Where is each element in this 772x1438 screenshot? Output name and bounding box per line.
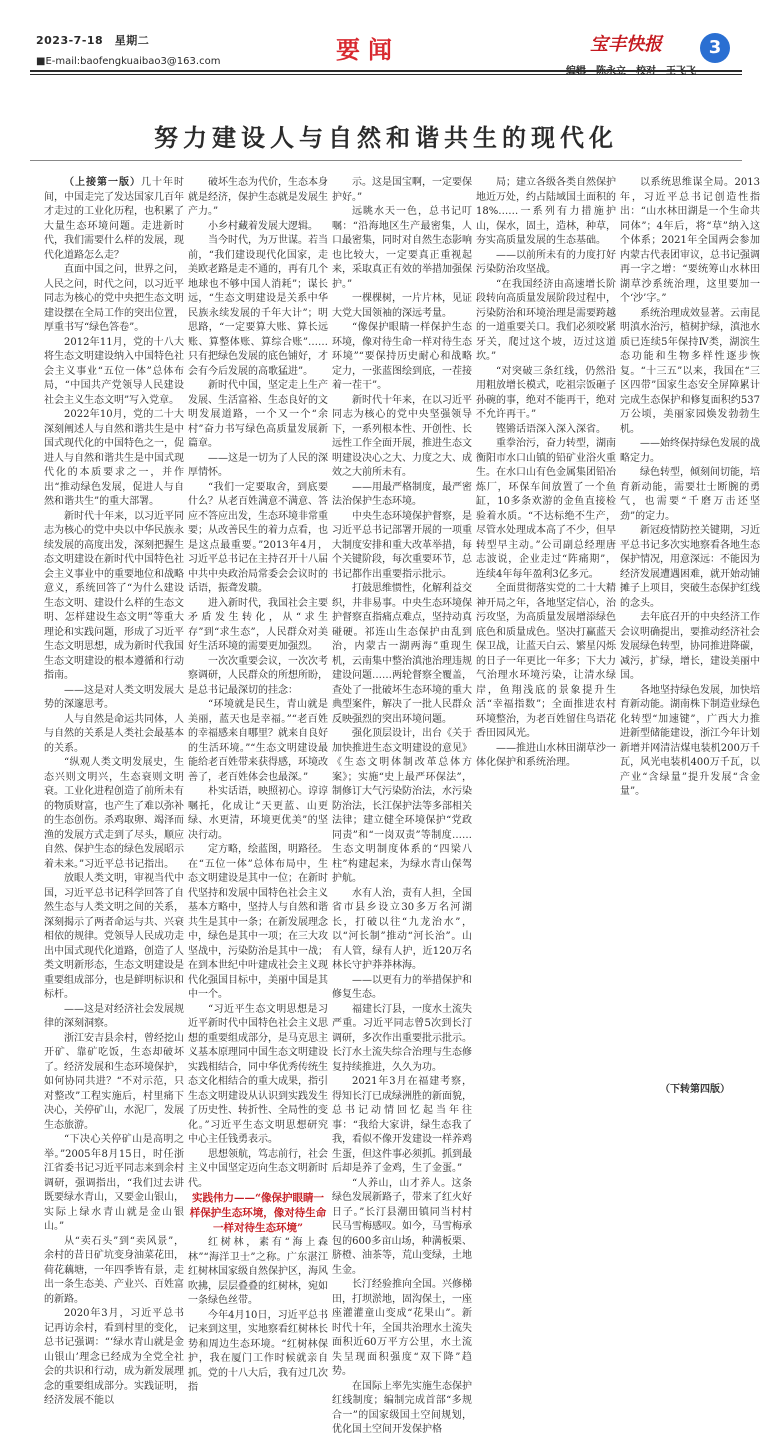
paragraph: “纵观人类文明发展史，生态兴则文明兴，生态衰则文明衰。工业化进程创造了前所未有的物质财富，也产生了难以弥补的生态创伤。杀鸡取卵、竭泽而渔的发展方式走到了尽头，顺应自然、保护生态的绿色发展昭示着未来。”习近平总书记指出。: [44, 757, 184, 870]
paragraph: 新时代十年来，在以习近平同志为核心的党中央坚强领导下，一系列根本性、开创性、长远性工作全面开展，推进生态文明建设决心之大、力度之大、成效之大前所未有。: [332, 394, 472, 478]
paragraph: 定方略，绘蓝图，明路径。在“五位一体”总体布局中，生态文明建设是其中一位；在新时代坚持和发展中国特色社会主义基本方略中，坚持人与自然和谐共生是其中一条；在新发展理念中，绿色是其中一项；在三大攻坚战中，污染防治是其中一战；在到本世纪中叶建成社会主义现代化强国目标中，美丽中国是其中一个。: [188, 844, 328, 1000]
paragraph: 破坏生态为代价，生态本身就是经济，保护生态就是发展生产力。”: [188, 177, 328, 217]
paragraph: 远眺水天一色，总书记叮嘱：“沿海地区生产最密集，人口最密集，同时对自然生态影响也比较大，一定要真正重视起来，采取真正有效的举措加强保护。”: [332, 206, 472, 290]
section-title: 要闻: [336, 36, 400, 64]
continued-note: （下转第四版）: [660, 1084, 730, 1095]
paragraph: 今年4月10日，习近平总书记来到这里，实地察看红树林长势和周边生态环境。“红树林保护，我在厦门工作时候就亲自抓。党的十八大后，我有过几次指: [188, 1309, 328, 1393]
paragraph: ——始终保持绿色发展的战略定力。: [620, 438, 760, 464]
header-rule-thin: [30, 74, 742, 75]
paragraph: “下决心关停矿山是高明之举。”2005年8月15日，时任浙江省委书记习近平同志来到余村调研，强调指出，“我们过去讲既要绿水青山，又要金山银山，实际上绿水青山就是金山银山。”: [44, 1134, 184, 1232]
paragraph: 小乡村藏着发展大逻辑。: [208, 220, 318, 232]
article-column-4: [476, 176, 616, 1076]
paragraph: ——以更有力的举措保护和修复生态。: [332, 974, 472, 1000]
paragraph: 一次次重要会议，一次次考察调研，人民群众的所想所盼，是总书记最深切的挂念：: [188, 655, 328, 696]
paragraph: 重拳治污，奋力转型，湖南衡阳市水口山镇的铅矿业浴火重生。在水口山有色金属集团铅冶炼厂，环保车间放置了一个鱼缸，10多条欢游的金鱼直接检验着水质。“不达标绝不生产，尽管水处理成本高了不少，但早转型早主动。”公司副总经理唐志波说，企业走过“阵痛期”，连续4年每年盈利3亿多元。: [476, 438, 616, 580]
article-column-1: [44, 176, 184, 1406]
paragraph: “像保护眼睛一样保护生态环境，像对待生命一样对待生态环境”“要保持历史耐心和战略定力，一张蓝图绘到底，一茬接着一茬干”。: [332, 322, 472, 391]
paragraph: “我们一定要取舍，到底要什么？从老百姓满意不满意、答应不答应出发，生态环境非常重要；从改善民生的着力点看，也是这点最重要。”2013年4月，习近平总书记在主持召开十八届中共中央政治局常委会会议时的话语，振聋发聩。: [188, 481, 328, 594]
paragraph: 2022年10月，党的二十大深刻阐述人与自然和谐共生是中国式现代化的中国特色之一，促进人与自然和谐共生是中国式现代化的本质要求之一，并作出“推动绿色发展，促进人与自然和谐共生”的重大部署。: [44, 409, 184, 507]
paragraph: 新时代十年来，以习近平同志为核心的党中央以中华民族永续发展的高度出发，深刻把握生态文明建设在新时代中国特色社会主义事业中的重要地位和战略意义，系统回答了“为什么建设生态文明、建设什么样的生态文明、怎样建设生态文明”等重大理论和实践问题，形成了习近平生态文明思想，成为新时代我国生态文明建设的根本遵循和行动指南。: [44, 510, 184, 681]
paragraph: 思想领航，笃志前行，社会主义中国坚定迈向生态文明新时代。: [188, 1148, 328, 1189]
paragraph: 中央生态环境保护督察，是习近平总书记部署开展的一项重大制度安排和重大改革举措，每个关键阶段，每次重要环节，总书记都作出重要指示批示。: [332, 510, 472, 580]
paragraph: 一棵棵树，一片片林，见证大党大国领袖的深远考量。: [332, 293, 472, 319]
paragraph: 放眼人类文明，审视当代中国，习近平总书记科学回答了自然生态与人类文明之间的关系，深刻揭示了两者命运与共、兴衰相依的规律。党领导人民成功走出中国式现代化道路，创造了人类文明新形态，生态文明建设是重要组成部分，也是鲜明标识和标杆。: [44, 873, 184, 1000]
paragraph: 福建长汀县，一度水土流失严重。习近平同志曾5次到长汀调研，多次作出重要批示批示。长汀水土流失综合治理与生态修复持续推进，久久为功。: [332, 1003, 472, 1073]
paragraph: 绿色转型，倾刻间切能，培育新动能，需要壮士断腕的勇气，也需要“千磨万击还坚劲”的定力。: [620, 467, 760, 522]
paragraph: [44, 176, 184, 263]
paragraph-text: 几十年时间，中国走完了发达国家几百年才走过的工业化历程，也积累了大量生态环境问题。走进新时代，我们需要什么样的发展，现代化道路怎么走？: [44, 177, 184, 261]
paragraph: 在国际上率先实施生态保护红线制度；编制完成首部“多规合一”的国家级国土空间规划，优化国土空间开发保护格: [332, 1380, 472, 1435]
paragraph: ——用最严格制度，最严密法治保护生态环境。: [332, 481, 472, 507]
paragraph: 2021年3月在福建考察，得知长汀已成绿洲胜的新面貌，总书记动情回忆起当年往事：“我给大家讲，绿生态我了我，看似不像开发建设一样养鸡生蛋，但这件事必须抓。抓到最后却是养了金鸡，生了金蛋。”: [332, 1076, 472, 1174]
paragraph: 去年底召开的中央经济工作会议明确提出，要推动经济社会发展绿色转型，协同推进降碳，减污，扩绿，增长，建设美丽中国。: [620, 612, 760, 681]
paragraph: 新时代中国，坚定走上生产发展、生活富裕、生态良好的文明发展道路，一个又一个“余村”奋力书写绿色高质量发展新篇章。: [188, 380, 328, 449]
paragraph: “人养山，山才养人。这条绿色发展新路子，带来了红火好日子。”长汀县潮田镇同当村村民马雪梅感叹。如今，马雪梅承包的600多亩山场，种满板栗、脐橙、油茶等，荒山变绿，土地生金。: [332, 1177, 472, 1276]
paragraph: 以系统思维谋全局。2013年，习近平总书记创造性指出：“山水林田湖是一个生命共同体”；4年后，将“草”纳入这个体系；2021年全国两会参加内蒙古代表团审议，总书记强调再一字之增：“要统筹山水林田湖草沙系统治理，这里要加一个‘沙’字。”: [620, 177, 760, 304]
paragraph: 人与自然是命运共同体，人与自然的关系是人类社会最基本的关系。: [44, 713, 184, 754]
headline-rule: [30, 160, 742, 161]
paragraph: 当今时代，为万世谋。若当前，“我们建设现代化国家，走美欧老路是走不通的，再有几个地球也不够中国人消耗”；谋长远，“生态文明建设是关系中华民族永续发展的千年大计”；明思路，“一定要算大账、算长远账、算整体账、算综合账”……只有把绿色发展的底色铺好，才会有今后发展的高歌猛进”。: [188, 235, 328, 377]
paragraph: 新冠疫情防控关键期，习近平总书记多次实地察看各地生态保护情况，用意深远：不能因为经济发展遭遇困难，就开始动铺摊子上项目，突破生态保护红线的念头。: [620, 525, 760, 609]
paragraph: ——这是一切为了人民的深厚情怀。: [188, 452, 328, 478]
paragraph: ——以前所未有的力度打好污染防治攻坚战。: [476, 249, 616, 275]
paragraph: “环境就是民生，青山就是美丽，蓝天也是幸福。”“老百姓的幸福感来自哪里？就来自良好的生活环境。”“生态文明建设最能给老百姓带来获得感，环境改善了，老百姓体会也最深。”: [188, 699, 328, 783]
paragraph: ——这是对人类文明发展大势的深邃思考。: [44, 684, 184, 710]
paragraph: 系统治理成效显著。云南昆明滇水治污，植树护绿，滇池水质已连续5年保持Ⅳ类，湖滨生态功能和生物多样性逐步恢复。“十三五”以来，我国在“三区四带”国家生态安全屏障累计完成生态保护和修复面积约537万公顷，美丽家园焕发勃勃生机。: [620, 307, 760, 435]
paragraph: 红树林，素有“海上森林”“海洋卫士”之称。广东湛江红树林国家级自然保护区，海风吹拂，层层叠叠的红树林，宛如一条绿色丝带。: [188, 1237, 328, 1306]
paragraph: 2020年3月，习近平总书记再访余村，看到村里的变化，总书记强调：“‘绿水青山就是金山银山’理念已经成为全党全社会的共识和行动，成为新发展理念的重要组成部分。实践证明，经济发展不能以: [44, 1308, 184, 1406]
page-number-badge: 3: [700, 33, 730, 63]
paragraph: 浙江安吉县余村，曾经挖山开矿、靠矿吃饭，生态却破坏了。经济发展和生态环境保护，如何协同共进？“不对示范，只对整改”工程实施后，村里痛下决心，关停矿山，水泥厂，发展生态旅游。: [44, 1032, 184, 1131]
page-header: [0, 0, 772, 70]
paragraph: 长汀经验推向全国。兴修梯田，打坝淤地，固沟保土，一座座灌灌童山变成“花果山”。新时代十年，全国共治理水土流失面积近60万平方公里，水土流失呈现面积强度“双下降”趋势。: [332, 1279, 472, 1377]
paragraph: 示。这是国宝啊，一定要保护好。”: [332, 177, 472, 203]
contact-email: ■E-mail:baofengkuaibao3@163.com: [36, 56, 221, 67]
article-column-3: [332, 176, 472, 1435]
paragraph: 水有人治，责有人担，全国省市县乡设立30多万名河湖长，打破以往“九龙治水”，以“河长制”推动“河长治”。山有人管，绿有人护，近120万名林长守护莽莽林海。: [332, 887, 472, 971]
header-rule: [30, 70, 742, 72]
issue-date: 2023-7-18 星期二: [36, 34, 150, 47]
paragraph: 2012年11月，党的十八大将生态文明建设纳入中国特色社会主义事业“五位一体”总体布局，“中国共产党领导人民建设社会主义生态文明”写入党章。: [44, 336, 184, 406]
article-column-5: [620, 176, 760, 1081]
paragraph: 从“卖石头”到“卖风景”，余村的昔日矿坑变身油菜花田，荷花藕塘，一年四季皆有景，走出一条生态美、产业兴、百姓富的新路。: [44, 1235, 184, 1305]
lead-tag: （上接第一版）: [64, 177, 141, 188]
paragraph: 各地坚持绿色发展，加快培育新动能。湖南株下制造业绿色化转型“加速键”，广西大力推进新型储能建设，浙江今年计划新增并网清洁煤电装机200万千瓦，风光电装机400万千瓦，以产业“含绿量”提升发展“含金量”。: [620, 684, 760, 797]
article-subhead: 实践伟力——“像保护眼睛一样保护生态环境，像对待生命一样对待生态环境”: [189, 1192, 327, 1234]
paragraph: “习近平生态文明思想是习近平新时代中国特色社会主义思想的重要组成部分，是马克思主义基本原理同中国生态文明建设实践相结合，同中华优秀传统生态文化相结合的重大成果，指引生态文明建设从认识到实践发生了历史性、转折性、全局性的变化。”习近平生态文明思想研究中心主任钱勇表示。: [188, 1003, 328, 1145]
paragraph: ——这是对经济社会发展规律的深刻洞察。: [44, 1003, 184, 1029]
paper-logo: 宝丰快报: [590, 34, 662, 55]
paragraph: 强化顶层设计，出台《关于加快推进生态文明建设的意见》《生态文明体制改革总体方案》；实施“史上最严环保法”，制修订大气污染防治法，水污染防治法，长江保护法等多部相关法律；建立健全环境保护“党政同责”和“一岗双责”等制度……生态文明制度体系的“四梁八柱”构建起来，为绿水青山保驾护航。: [332, 728, 472, 884]
paragraph: “在我国经济由高速增长阶段转向高质量发展阶段过程中，污染防治和环境治理是需要跨越的一道重要关口。我们必须咬紧牙关，爬过这个坡，迈过这道坎。”: [476, 278, 616, 362]
paragraph: 进入新时代，我国社会主要矛盾发生转化，从“求生存”到“求生态”，人民群众对美好生活环境的需要更加强烈。: [188, 597, 328, 652]
article-headline: 努力建设人与自然和谐共生的现代化: [154, 124, 618, 152]
paragraph: ——推进山水林田湖草沙一体化保护和系统治理。: [476, 742, 616, 768]
article-column-2: [188, 176, 328, 1393]
paragraph: “对突破三条红线，仍然沿用粗放增长模式，吃祖宗饭砸子孙碗的事，绝对不能再干，绝对不允许再干。”: [476, 365, 616, 420]
paragraph: 直面中国之问，世界之问，人民之问，时代之问，以习近平同志为核心的党中央把生态文明建设摆在全局工作的突出位置，厚重书写“绿色答卷”。: [44, 264, 184, 333]
paragraph: 打鼓思维惯性，化解利益交织，井非易事。中央生态环境保护督察直指痛点难点，坚持动真碰硬。祁连山生态保护由乱到治，内蒙古一湖两海”重现生机，云南集中整治滇池治理违规建设问题……两轮督察全覆盖，查处了一批破坏生态环境的重大典型案件，解决了一批人民群众反映强烈的突出环境问题。: [332, 583, 472, 725]
paragraph: 朴实话语，映照初心。谆谆嘱托，化成让“天更蓝、山更绿、水更清，环境更优美”的坚决行动。: [188, 786, 328, 841]
paragraph: 全面贯彻落实党的二十大精神开局之年，各地坚定信心，治污攻坚，为高质量发展增添绿色底色和质量成色。坚决打赢蓝天保卫战，让蓝天白云、繁星闪烁的日子一年更比一年多；下大力气治理水环境污染，让清水绿岸，鱼翔浅底的景象提升生活“幸福指数”；全面推进农村环境整治，为老百姓留住鸟语花香田园风光。: [476, 583, 616, 739]
paragraph: 局；建立各级各类自然保护地近万处，约占陆域国土面积的18%……一系列有力措施护山，保水，固土，造林，种草，夯实高质量发展的生态基础。: [476, 177, 616, 246]
paragraph: 铿锵话语深入深入深省。: [496, 423, 606, 435]
